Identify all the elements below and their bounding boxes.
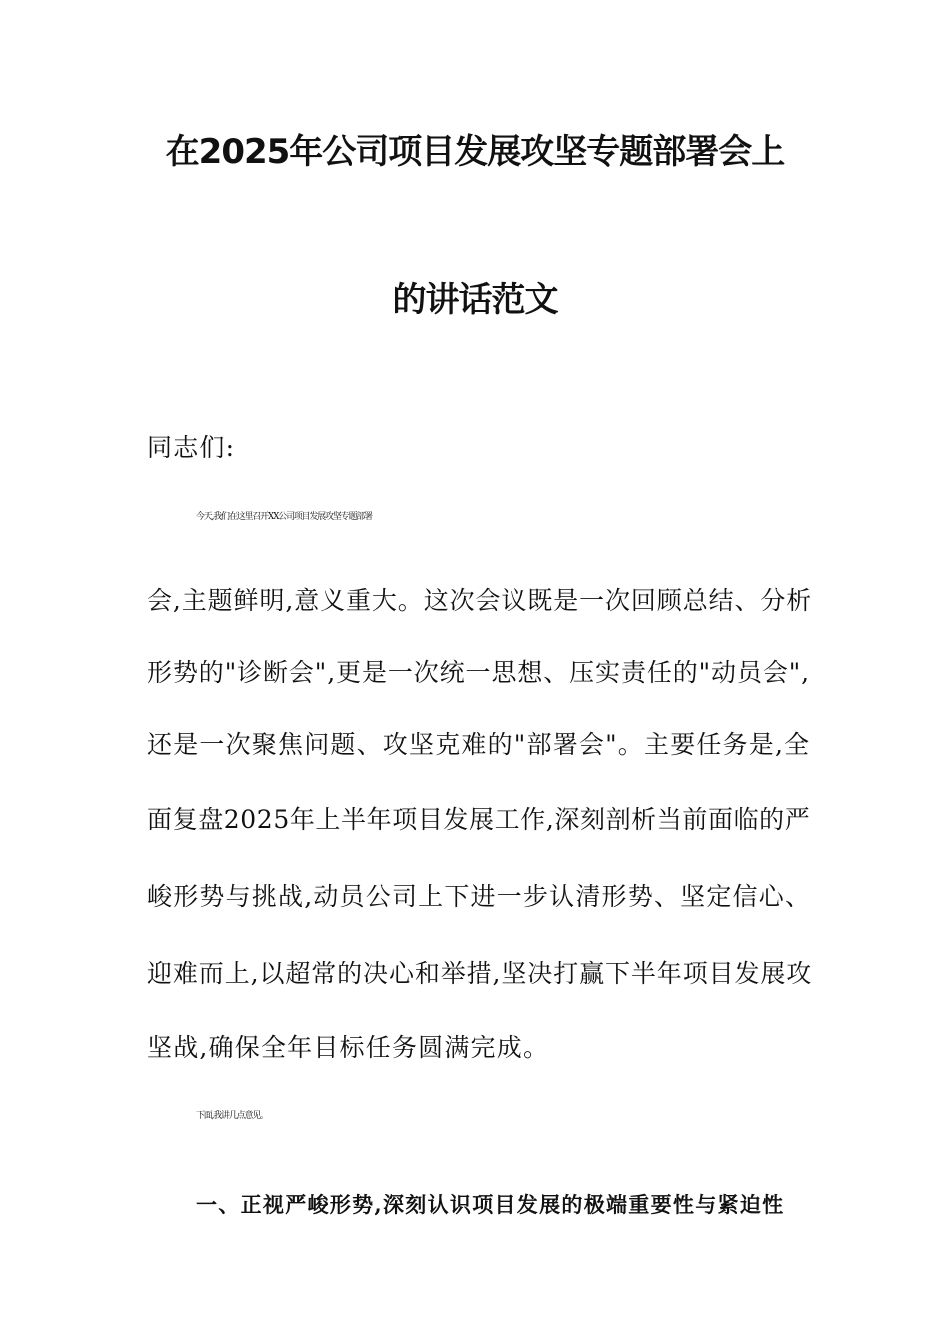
paragraph-line: 迎难而上,以超常的决心和举措,坚决打赢下半年项目发展攻 [147,959,813,988]
section-1-heading: 一、正视严峻形势,深刻认识项目发展的极端重要性与紧迫性 [196,1192,785,1217]
document-title-line-1: 在2025年公司项目发展攻坚专题部署会上 [165,132,785,172]
document-title-line-2: 的讲话范文 [392,280,558,320]
paragraph-2: 下面,我讲几点意见。 [196,1111,268,1121]
paragraph-line: 今天,我们在这里召开XX公司项目发展攻坚专题部署 [196,512,372,522]
paragraph-line: 峻形势与挑战,动员公司上下进一步认清形势、坚定信心、 [147,882,812,911]
paragraph-line: 形势的"诊断会",更是一次统一思想、压实责任的"动员会", [147,658,810,687]
salutation: 同志们: [147,433,236,462]
paragraph-line: 坚战,确保全年目标任务圆满完成。 [147,1033,550,1062]
paragraph-line: 会,主题鲜明,意义重大。这次会议既是一次回顾总结、分析 [147,586,813,615]
paragraph-line: 面复盘2025年上半年项目发展工作,深刻剖析当前面临的严 [147,805,811,834]
paragraph-line: 还是一次聚焦问题、攻坚克难的"部署会"。主要任务是,全 [147,730,811,759]
